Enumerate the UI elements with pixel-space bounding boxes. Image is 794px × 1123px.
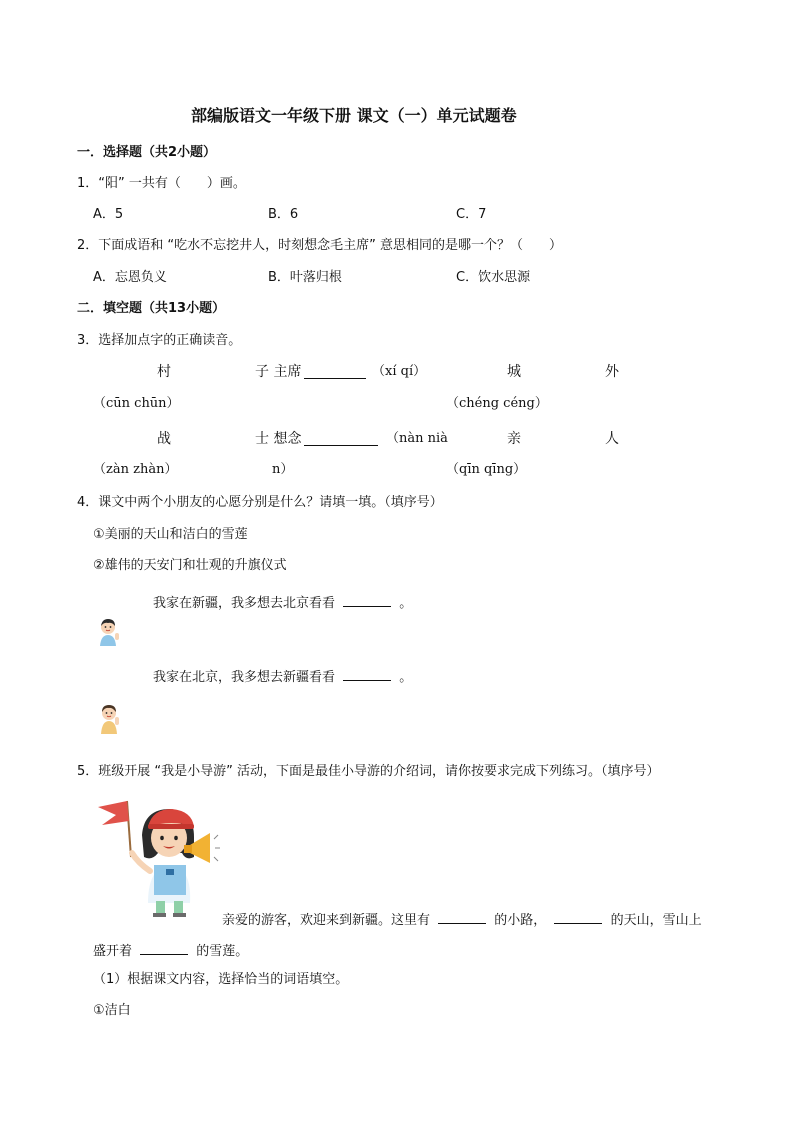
q3-r1-pinyin-3: （chéng céng） <box>446 396 548 411</box>
q4-stem: 4．课文中两个小朋友的心愿分别是什么？请填一填。（填序号） <box>77 495 443 510</box>
q5-option-1: ①洁白 <box>93 1003 131 1018</box>
q3-r1-pinyin-2: （xí qí） <box>372 364 427 379</box>
q4-option-1: ①美丽的天山和洁白的雪莲 <box>93 527 248 542</box>
q5-text-d: 盛开着 <box>93 944 133 959</box>
q4-line-2-blank[interactable] <box>343 667 391 681</box>
q4-option-2: ②雄伟的天安门和壮观的升旗仪式 <box>93 558 287 573</box>
q3-r2-pinyin-3: （qīn qīng） <box>446 462 527 477</box>
q3-r2-char-4: 人 <box>605 431 619 447</box>
page-title: 部编版语文一年级下册 课文（一）单元试题卷 <box>191 106 517 125</box>
q2-option-b[interactable]: B．叶落归根 <box>268 270 342 285</box>
q1-option-b[interactable]: B．6 <box>268 207 299 222</box>
q5-blank-2[interactable] <box>554 910 602 924</box>
q3-r1-char-2: 子 主席 <box>255 364 302 380</box>
section-1-heading: 一．选择题（共2小题） <box>77 145 217 160</box>
q3-r1-char-3: 城 <box>507 364 521 380</box>
tour-guide-girl-image <box>94 795 220 919</box>
q5-stem: 5．班级开展 “我是小导游” 活动，下面是最佳小导游的介绍词，请你按要求完成下列练习。（填序号） <box>77 764 660 779</box>
q3-r2-char-2: 士 想念 <box>255 431 302 447</box>
q3-stem: 3．选择加点字的正确读音。 <box>77 333 242 348</box>
q4-line-1-text: 我家在新疆，我多想去北京看看 <box>153 596 336 611</box>
q1-option-c[interactable]: C．7 <box>456 207 487 222</box>
q4-line-2-text: 我家在北京，我多想去新疆看看 <box>153 670 336 685</box>
q4-line-1-blank[interactable] <box>343 593 391 607</box>
q2-option-a[interactable]: A．忘恩负义 <box>93 270 167 285</box>
q5-text-a: 亲爱的游客，欢迎来到新疆。这里有 <box>222 913 431 928</box>
q4-line-1-end: 。 <box>399 596 413 611</box>
q1-option-a[interactable]: A．5 <box>93 207 124 222</box>
q5-text-e: 的雪莲。 <box>196 944 249 959</box>
q5-blank-3[interactable] <box>140 941 188 955</box>
q2-stem: 2．下面成语和 “吃水不忘挖井人，时刻想念毛主席” 意思相同的是哪一个？（ ） <box>77 238 563 253</box>
q4-line-2 <box>153 667 412 686</box>
q5-text-b: 的小路， <box>494 913 547 928</box>
q4-line-2-end: 。 <box>399 670 413 685</box>
q3-r1-pinyin-1: （cūn chūn） <box>93 396 180 411</box>
q3-r2-pinyin-2-tail: n） <box>272 462 294 477</box>
boy-avatar-2-image <box>97 704 123 736</box>
q1-stem: 1．“阳” 一共有（ ）画。 <box>77 176 246 191</box>
q3-r1-blank[interactable] <box>304 365 366 379</box>
q3-r1-char-4: 外 <box>605 364 619 380</box>
boy-avatar-1-image <box>96 618 122 648</box>
q3-r2-char-1: 战 <box>157 431 171 447</box>
q3-r2-pinyin-1: （zàn zhàn） <box>93 462 178 477</box>
q3-r2-pinyin-2: （nàn nià <box>386 431 448 446</box>
q5-paragraph-line-1 <box>222 910 702 929</box>
q2-option-c[interactable]: C．饮水思源 <box>456 270 531 285</box>
q5-subquestion-1: （1）根据课文内容，选择恰当的词语填空。 <box>93 972 349 987</box>
q3-r2-char-3: 亲 <box>507 431 521 447</box>
q3-r1-char-1: 村 <box>157 364 171 380</box>
q5-blank-1[interactable] <box>438 910 486 924</box>
q5-paragraph-line-2 <box>93 941 248 960</box>
q4-line-1 <box>153 593 412 612</box>
q5-text-c: 的天山，雪山上 <box>610 913 702 928</box>
q3-r2-blank[interactable] <box>304 432 378 446</box>
section-2-heading: 二．填空题（共13小题） <box>77 301 226 316</box>
